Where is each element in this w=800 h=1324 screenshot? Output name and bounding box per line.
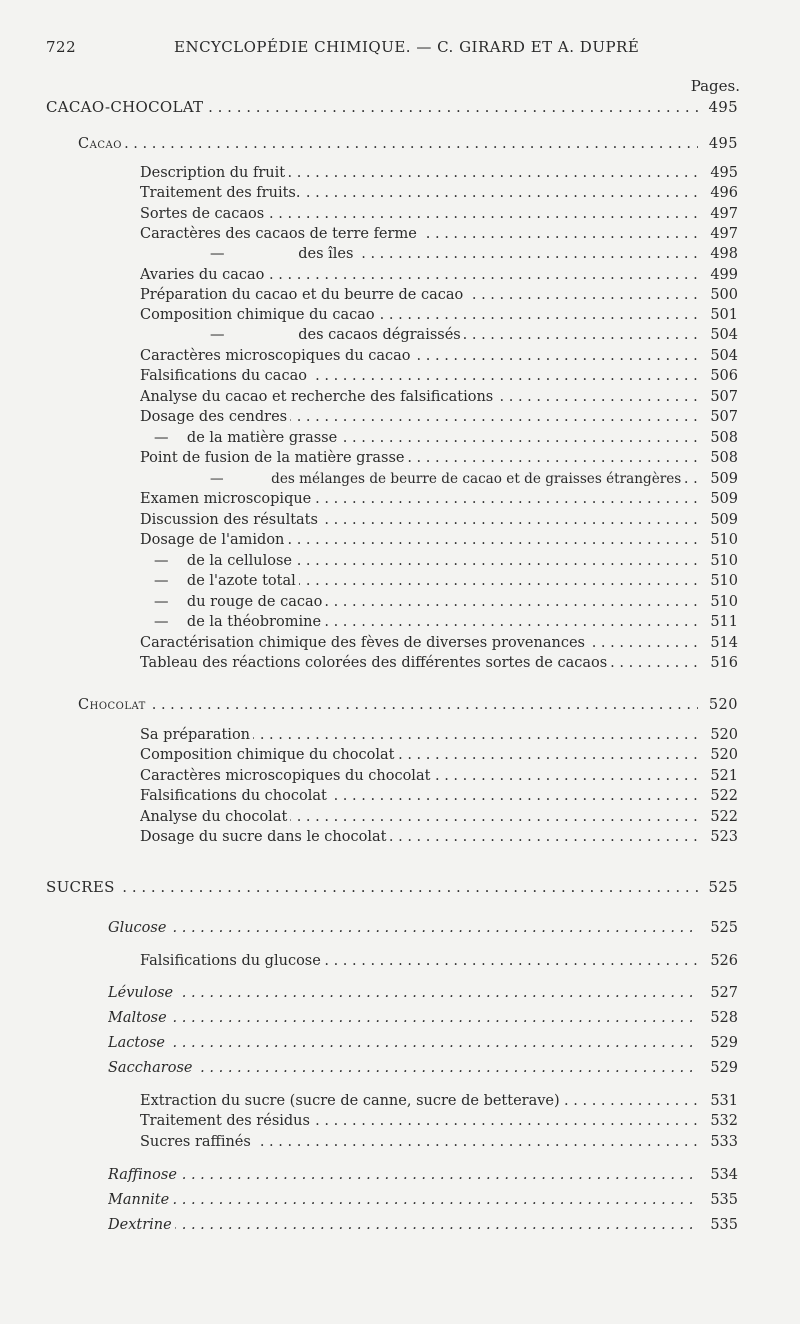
toc-entry-cacao-chocolat: . . . CACAO-CHOCOLAT 495 — [46, 97, 738, 117]
toc-entry: . . . Examen microscopique 509 — [140, 489, 738, 509]
toc-entry-mannite: . . . Mannite 535 — [108, 1190, 738, 1210]
page-number: 722 — [46, 38, 77, 56]
toc-entry: . . . Sa préparation 520 — [140, 725, 738, 745]
toc-entry-cacao: . . . Cacao 495 — [78, 134, 738, 154]
toc-entry: . . . Falsifications du chocolat 522 — [140, 786, 738, 806]
toc-entry-glucose: . . . Glucose 525 — [108, 918, 738, 938]
toc-entry-lactose: . . . Lactose 529 — [108, 1033, 738, 1053]
toc-entry-raffinose: . . . Raffinose 534 — [108, 1165, 738, 1185]
toc-entry: . . . Extraction du sucre (sucre de canne, sucre de betterave) 531 — [140, 1091, 738, 1111]
toc-entry: . . . Composition chimique du chocolat 520 — [140, 745, 738, 765]
toc-entry: . . . Préparation du cacao et du beurre de cacao 500 — [140, 285, 738, 305]
toc-entry: . . . Caractères microscopiques du cacao 504 — [140, 346, 738, 366]
running-title: ENCYCLOPÉDIE CHIMIQUE. — C. GIRARD ET A. DUPRÉ — [174, 38, 640, 56]
toc-entry: . . . Description du fruit 495 — [140, 163, 738, 183]
toc-entry: . . . Analyse du cacao et recherche des falsifications 507 — [140, 387, 738, 407]
toc-entry: . . . — de la matière grasse 508 — [140, 428, 738, 448]
toc-entry: . . . Dosage de l'amidon 510 — [140, 530, 738, 550]
toc-entry-saccharose: . . . Saccharose 529 — [108, 1058, 738, 1078]
toc-entry: . . . — de la cellulose 510 — [140, 551, 738, 571]
toc-entry-dextrine: . . . Dextrine 535 — [108, 1215, 738, 1235]
toc-entry: . . . Caractères des cacaos de terre ferme 497 — [140, 224, 738, 244]
running-header — [0, 38, 800, 62]
toc-entry: . . . — du rouge de cacao 510 — [140, 592, 738, 612]
toc-entry-chocolat: . . . Chocolat 520 — [78, 695, 738, 715]
toc-entry: . . . Caractérisation chimique des fèves de diverses provenances 514 — [140, 633, 738, 653]
toc-entry-levulose: . . . Lévulose 527 — [108, 983, 738, 1003]
toc-entry: . . . — de l'azote total 510 — [140, 571, 738, 591]
toc-entry: . . . Composition chimique du cacao 501 — [140, 305, 738, 325]
toc-entry: . . . Dosage des cendres 507 — [140, 407, 738, 427]
toc-entry: . . . — des cacaos dégraissés 504 — [140, 325, 738, 345]
toc-entry: . . . — des mélanges de beurre de cacao et de graisses étrangères 509 — [140, 469, 738, 489]
toc-entry: . . . Sucres raffinés 533 — [140, 1132, 738, 1152]
toc-entry: . . . Discussion des résultats 509 — [140, 510, 738, 530]
toc-entry: . . . Avaries du cacao 499 — [140, 265, 738, 285]
toc-entry: . . . Traitement des résidus 532 — [140, 1111, 738, 1131]
toc-entry: . . . Tableau des réactions colorées des différentes sortes de cacaos 516 — [140, 653, 738, 673]
toc-entry: . . . — de la théobromine 511 — [140, 612, 738, 632]
toc-entry: . . . Point de fusion de la matière grasse 508 — [140, 448, 738, 468]
toc-entry: . . . — des îles 498 — [140, 244, 738, 264]
toc-entry: . . . Falsifications du glucose 526 — [140, 951, 738, 971]
toc-entry: . . . Falsifications du cacao 506 — [140, 366, 738, 386]
toc-entry-sucres: . . . SUCRES 525 — [46, 877, 738, 897]
toc-entry: . . . Analyse du chocolat 522 — [140, 807, 738, 827]
toc-entry-maltose: . . . Maltose 528 — [108, 1008, 738, 1028]
toc-entry: . . . Sortes de cacaos 497 — [140, 204, 738, 224]
toc-entry: . . . Caractères microscopiques du chocolat 521 — [140, 766, 738, 786]
toc-entry: . . . Traitement des fruits. 496 — [140, 183, 738, 203]
toc-entry: . . . Dosage du sucre dans le chocolat 523 — [140, 827, 738, 847]
pages-column-label: Pages. — [690, 77, 740, 95]
